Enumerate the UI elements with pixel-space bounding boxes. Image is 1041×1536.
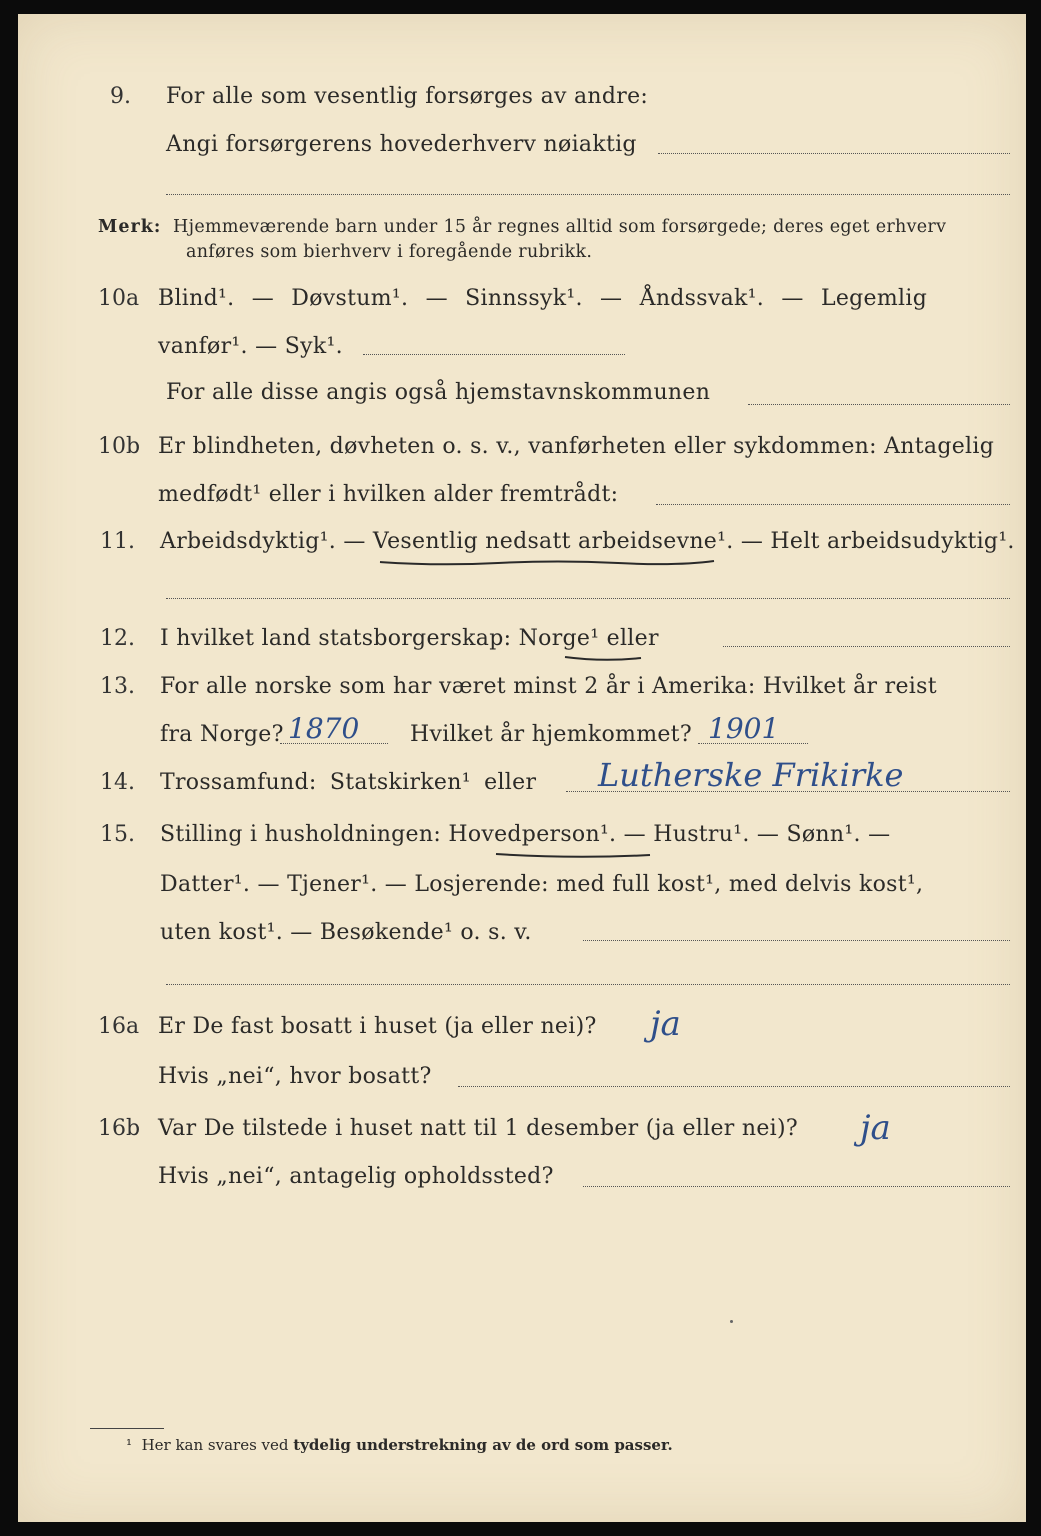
q12-answer-line [723,646,1010,647]
q10b-line1: Er blindheten, døvheten o. s. v., vanførheten eller sykdommen: Antagelig [158,434,995,459]
q9-answer-line [658,153,1010,154]
q10b-number: 10b [98,434,141,459]
q13-line1: For alle norske som har været minst 2 år i Amerika: Hvilket år reist [160,674,937,699]
q12-line [160,626,659,651]
q10a-answer-line [363,354,625,355]
q10a-number: 10a [98,286,140,311]
q15-underlined-choice: Hovedperson [448,822,600,847]
q16b-answer: ja [860,1108,891,1148]
q15-line2: Datter¹. — Tjener¹. — Losjerende: med full kost¹, med delvis kost¹, [160,872,924,897]
q16b-line1: Var De tilstede i huset natt til 1 desember (ja eller nei)? [158,1116,798,1141]
q9-line1: For alle som vesentlig forsørges av andre: [166,84,649,109]
q9-number: 9. [110,84,131,109]
q10a-line3: For alle disse angis også hjemstavnskommunen [166,380,711,405]
footnote [126,1436,673,1454]
q14-number: 14. [100,770,135,795]
q15-extra-line [166,984,1010,985]
q9-extra-line [166,194,1010,195]
q13-answer-emigrated: 1870 [288,712,360,745]
q15-line1 [160,822,890,847]
q15-answer-line [583,940,1010,941]
census-form-page [18,14,1026,1522]
q16b-answer-line [583,1186,1010,1187]
q9-line2: Angi forsørgerens hovederhverv nøiaktig [166,132,637,157]
q16b-number: 16b [98,1116,141,1141]
q11-part3: ¹. — Helt arbeidsudyktig¹. [717,529,1015,554]
q16a-line2: Hvis „nei“, hvor bosatt? [158,1064,432,1089]
q15-line1a: Stilling i husholdningen: [160,822,449,847]
merk-line2: anføres som bierhverv i foregående rubrikk. [186,242,593,262]
q15-line3: uten kost¹. — Besøkende¹ o. s. v. [160,920,532,945]
q16b-line2: Hvis „nei“, antagelig opholdssted? [158,1164,554,1189]
q11-handwritten-underline [378,557,718,567]
q10a-kommune-line [748,404,1010,405]
paper-speck [730,1320,733,1323]
footnote-text2: tydelig understrekning av de ord som passer. [293,1436,673,1454]
q12-part3: ¹ eller [590,626,659,651]
q10a-line2: vanfør¹. — Syk¹. [158,334,343,359]
q11-line [160,529,1015,554]
merk-text1: Hjemmeværende barn under 15 år regnes alltid som forsørgede; deres eget erhverv [173,217,947,237]
q12-number: 12. [100,626,135,651]
footnote-mark: ¹ [126,1436,133,1454]
q13-line2a: fra Norge? [160,722,284,747]
merk-label: Merk: [98,217,162,237]
q15-handwritten-underline [494,850,652,860]
q11-number: 11. [100,529,135,554]
q16a-answer-line [458,1086,1010,1087]
q11-extra-line [166,598,1010,599]
q15-number: 15. [100,822,135,847]
q13-answer-returned: 1901 [708,712,780,745]
footnote-text1: Her kan svares ved [141,1436,294,1454]
q10b-answer-line [656,504,1010,505]
q12-handwritten-underline [563,653,643,663]
q10a-line1: Blind¹. — Døvstum¹. — Sinnssyk¹. — Åndssvak¹. — Legemlig [158,286,928,311]
merk-line1 [98,217,946,237]
q12-part1: I hvilket land statsborgerskap: [160,626,519,651]
q14-text: Trossamfund: Statskirken¹ eller [160,770,537,795]
q13-number: 13. [100,674,135,699]
q16a-answer: ja [650,1004,681,1044]
q15-line1c: ¹. — Hustru¹. — Sønn¹. — [599,822,891,847]
q14-answer: Lutherske Frikirke [598,756,904,794]
q11-part1: Arbeidsdyktig¹. — [160,529,373,554]
q16a-line1: Er De fast bosatt i huset (ja eller nei)? [158,1014,597,1039]
q16a-number: 16a [98,1014,140,1039]
q13-line2b: Hvilket år hjemkommet? [410,722,692,747]
footnote-rule [90,1428,164,1429]
q12-underlined-choice: Norge [518,626,591,651]
q11-underlined-choice: Vesentlig nedsatt arbeidsevne [372,529,718,554]
q10b-line2: medfødt¹ eller i hvilken alder fremtrådt: [158,482,619,507]
